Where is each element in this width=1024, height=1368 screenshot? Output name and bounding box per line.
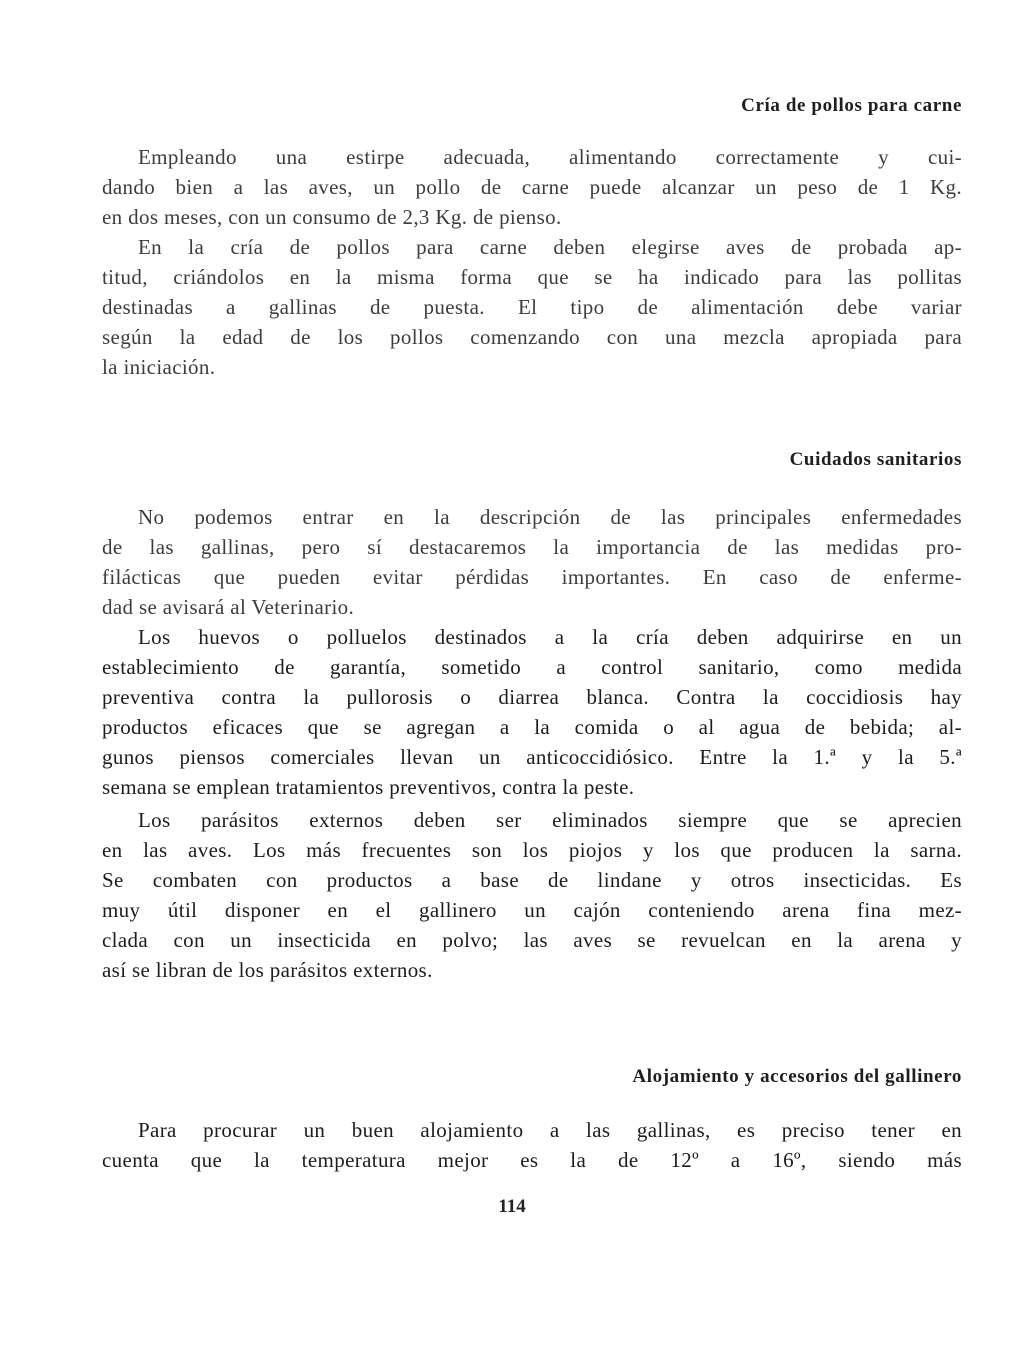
text-line: de las gallinas, pero sí destacaremos la importancia de las medidas pro- — [102, 535, 962, 559]
text-line: clada con un insecticida en polvo; las aves se revuelcan en la arena y — [102, 928, 962, 952]
text-line: No podemos entrar en la descripción de las principales enfermedades — [138, 505, 962, 529]
paragraph — [102, 502, 962, 622]
text-line: Se combaten con productos a base de lindane y otros insecticidas. Es — [102, 868, 962, 892]
text-line: dad se avisará al Veterinario. — [102, 595, 355, 619]
paragraph — [102, 805, 962, 985]
paragraph — [102, 622, 962, 802]
text-line: destinadas a gallinas de puesta. El tipo de alimentación debe variar — [102, 295, 962, 319]
section-heading-alojamiento: Alojamiento y accesorios del gallinero — [632, 1066, 962, 1087]
text-line: En la cría de pollos para carne deben elegirse aves de probada ap- — [138, 235, 962, 259]
text-line: cuenta que la temperatura mejor es la de 12º a 16º, siendo más — [102, 1148, 962, 1172]
paragraph — [102, 232, 962, 382]
section-heading-cria-pollos: Cría de pollos para carne — [741, 95, 962, 116]
text-line: semana se emplean tratamientos preventivos, contra la peste. — [102, 775, 635, 799]
text-line: productos eficaces que se agregan a la comida o al agua de bebida; al- — [102, 715, 962, 739]
paragraph — [102, 1115, 962, 1175]
page-number: 114 — [498, 1196, 526, 1217]
text-line: titud, criándolos en la misma forma que se ha indicado para las pollitas — [102, 265, 962, 289]
text-line: filácticas que pueden evitar pérdidas importantes. En caso de enferme- — [102, 565, 962, 589]
text-line: según la edad de los pollos comenzando con una mezcla apropiada para — [102, 325, 962, 349]
text-line: en las aves. Los más frecuentes son los piojos y los que producen la sarna. — [102, 838, 962, 862]
text-line: muy útil disponer en el gallinero un cajón conteniendo arena fina mez- — [102, 898, 962, 922]
text-line: Para procurar un buen alojamiento a las gallinas, es preciso tener en — [138, 1118, 962, 1142]
text-line: Los huevos o polluelos destinados a la cría deben adquirirse en un — [138, 625, 962, 649]
text-line: la iniciación. — [102, 355, 216, 379]
text-line: establecimiento de garantía, sometido a control sanitario, como medida — [102, 655, 962, 679]
text-line: Los parásitos externos deben ser eliminados siempre que se aprecien — [138, 808, 962, 832]
text-line: gunos piensos comerciales llevan un anticoccidiósico. Entre la 1.ª y la 5.ª — [102, 745, 962, 769]
section-heading-cuidados-sanitarios: Cuidados sanitarios — [789, 449, 962, 470]
text-line: dando bien a las aves, un pollo de carne puede alcanzar un peso de 1 Kg. — [102, 175, 962, 199]
text-line: así se libran de los parásitos externos. — [102, 958, 433, 982]
text-line: Empleando una estirpe adecuada, alimentando correctamente y cui- — [138, 145, 962, 169]
text-line: en dos meses, con un consumo de 2,3 Kg. de pienso. — [102, 205, 562, 229]
paragraph — [102, 142, 962, 232]
text-line: preventiva contra la pullorosis o diarrea blanca. Contra la coccidiosis hay — [102, 685, 962, 709]
